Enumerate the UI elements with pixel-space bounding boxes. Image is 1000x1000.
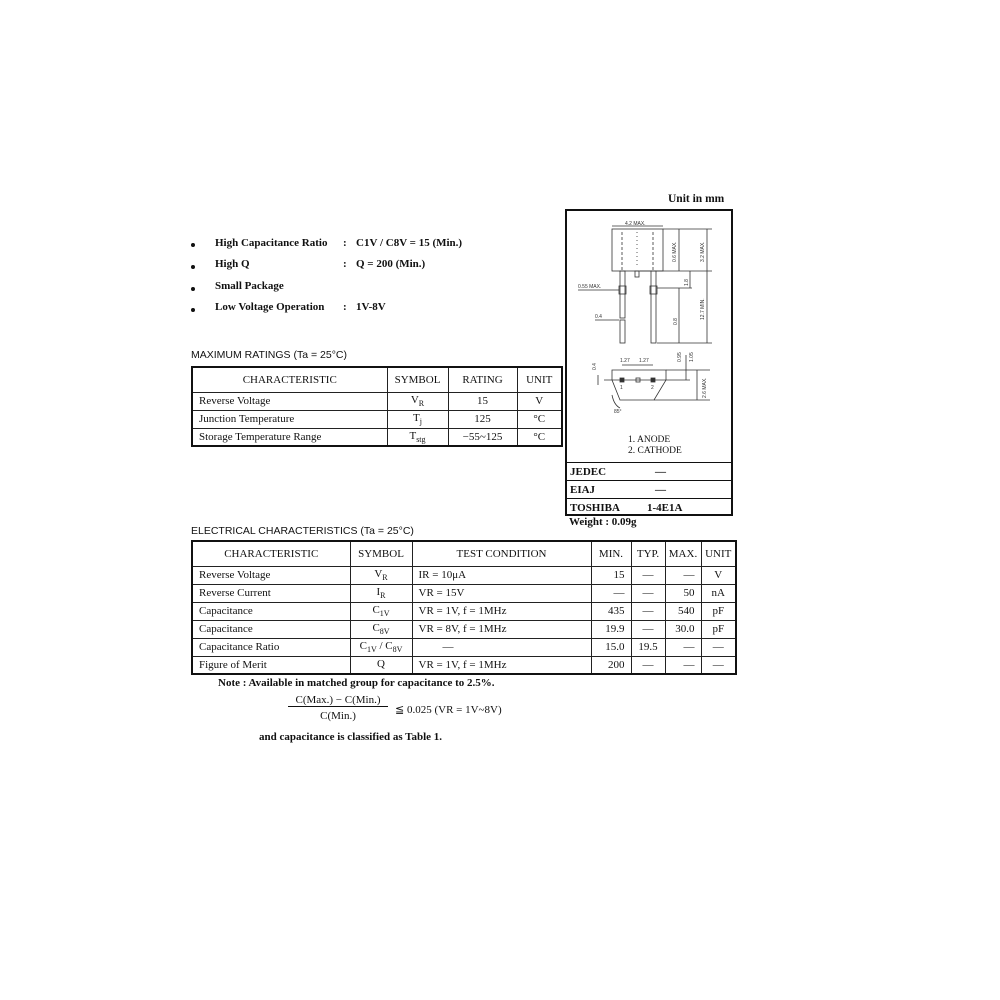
symbol-cell: $T_{stg}$ [387, 428, 448, 446]
cell: Capacitance [192, 620, 350, 638]
feature-colon: : [343, 237, 347, 249]
cell: Capacitance Ratio [192, 638, 350, 656]
dim-label: 0.6 MAX. [672, 241, 678, 262]
header-cell: CHARACTERISTIC [192, 541, 350, 566]
cell: 15 [448, 392, 517, 410]
cell: °C [517, 428, 562, 446]
pin-number: 2 [651, 385, 654, 391]
symbol-cell: Q [350, 656, 412, 674]
table-header-row [192, 367, 562, 392]
max-ratings-table [191, 366, 563, 447]
cell: Reverse Voltage [192, 392, 387, 410]
formula-numerator: C(Max.) − C(Min.) [288, 694, 388, 707]
header-cell: SYMBOL [350, 541, 412, 566]
cell: — [412, 638, 591, 656]
package-row-jedec: JEDEC — [567, 462, 731, 480]
note-line: and capacitance is classified as Table 1. [259, 731, 443, 743]
bullet-icon [191, 308, 195, 312]
cell: — [631, 656, 665, 674]
formula-denominator: C(Min.) [320, 710, 356, 722]
dim-label: 1.8 [684, 279, 690, 286]
feature-colon: : [343, 258, 347, 270]
table-row [192, 602, 736, 620]
elec-title: ELECTRICAL CHARACTERISTICS (Ta = 25°C) [191, 525, 414, 537]
dim-label: 0.55 MAX. [578, 284, 602, 290]
bullet-icon [191, 287, 195, 291]
cell: −55~125 [448, 428, 517, 446]
cell: VR = 1V, f = 1MHz [412, 602, 591, 620]
note-line: Note : Available in matched group for capacitance to 2.5%. [218, 677, 495, 689]
cell: Junction Temperature [192, 410, 387, 428]
cell: — [631, 584, 665, 602]
dim-label: 3.2 MAX. [700, 241, 706, 262]
bullet-icon [191, 243, 195, 247]
cell: V [701, 566, 736, 584]
cell: — [631, 620, 665, 638]
cell: V [517, 392, 562, 410]
symbol-cell: $V_R$ [387, 392, 448, 410]
cell: — [631, 602, 665, 620]
cell: 125 [448, 410, 517, 428]
cell: 15.0 [591, 638, 631, 656]
cell: Storage Temperature Range [192, 428, 387, 446]
package-row-eiaj: EIAJ — [567, 480, 731, 498]
feature-label: High Capacitance Ratio [215, 237, 328, 249]
header-cell: RATING [448, 367, 517, 392]
dim-label: 4.2 MAX. [625, 221, 646, 227]
cell: — [665, 656, 701, 674]
cell: Reverse Voltage [192, 566, 350, 584]
cell: — [591, 584, 631, 602]
feature-value: Q = 200 (Min.) [356, 258, 426, 270]
pin-label-cathode: 2. CATHODE [628, 446, 682, 456]
cell: °C [517, 410, 562, 428]
dim-label: 1.27 [639, 358, 649, 364]
table-row [192, 584, 736, 602]
table-header-row [192, 541, 736, 566]
symbol-cell: $T_j$ [387, 410, 448, 428]
symbol-cell: $C_{1V} / C_{8V}$ [350, 638, 412, 656]
cell: Capacitance [192, 602, 350, 620]
table-row [192, 656, 736, 674]
cell: — [701, 638, 736, 656]
symbol-cell: $C_{1V}$ [350, 602, 412, 620]
cell: nA [701, 584, 736, 602]
bullet-icon [191, 265, 195, 269]
table-row [192, 392, 562, 410]
cell: VR = 1V, f = 1MHz [412, 656, 591, 674]
feature-label: High Q [215, 258, 250, 270]
feature-value: C1V / C8V = 15 (Min.) [356, 237, 463, 249]
package-outline-box [565, 209, 733, 516]
table-row [192, 566, 736, 584]
cell: — [665, 566, 701, 584]
table-row [192, 638, 736, 656]
header-cell: MIN. [591, 541, 631, 566]
package-drawing [567, 211, 731, 464]
dim-label: 1.05 [689, 352, 695, 362]
package-row-toshiba: TOSHIBA 1-4E1A [567, 498, 731, 516]
dim-label: 0.4 [595, 314, 602, 320]
electrical-characteristics-table [191, 540, 737, 675]
cell: Figure of Merit [192, 656, 350, 674]
cell: Reverse Current [192, 584, 350, 602]
header-cell: UNIT [517, 367, 562, 392]
cell: 19.9 [591, 620, 631, 638]
dim-label: 0.8 [673, 318, 679, 325]
table-row [192, 428, 562, 446]
formula-condition: ≦ 0.025 (VR = 1V~8V) [395, 704, 502, 716]
cell: 540 [665, 602, 701, 620]
cell: 435 [591, 602, 631, 620]
cell: 50 [665, 584, 701, 602]
cell: — [701, 656, 736, 674]
pin-number: 1 [620, 385, 623, 391]
symbol-cell: $V_R$ [350, 566, 412, 584]
cell: 15 [591, 566, 631, 584]
header-cell: TYP. [631, 541, 665, 566]
dim-label: 0.4 [592, 363, 598, 370]
cell: 200 [591, 656, 631, 674]
symbol-cell: $C_{8V}$ [350, 620, 412, 638]
pin-label-anode: 1. ANODE [628, 435, 671, 445]
package-weight: Weight : 0.09g [569, 516, 637, 528]
cell: pF [701, 620, 736, 638]
symbol-cell: $I_R$ [350, 584, 412, 602]
cell: 30.0 [665, 620, 701, 638]
max-ratings-title: MAXIMUM RATINGS (Ta = 25°C) [191, 349, 347, 361]
dim-label: 2.6 MAX. [702, 377, 708, 398]
header-cell: UNIT [701, 541, 736, 566]
cell: IR = 10μA [412, 566, 591, 584]
header-cell: SYMBOL [387, 367, 448, 392]
unit-note: Unit in mm [668, 193, 725, 205]
feature-colon: : [343, 301, 347, 313]
dim-label: 1.27 [620, 358, 630, 364]
cell: VR = 15V [412, 584, 591, 602]
feature-label: Small Package [215, 280, 284, 292]
cell: — [665, 638, 701, 656]
feature-label: Low Voltage Operation [215, 301, 325, 313]
cell: — [631, 566, 665, 584]
header-cell: MAX. [665, 541, 701, 566]
angle-label: 85° [614, 409, 622, 415]
table-row [192, 410, 562, 428]
table-row [192, 620, 736, 638]
cell: pF [701, 602, 736, 620]
cell: VR = 8V, f = 1MHz [412, 620, 591, 638]
dim-label: 12.7 MIN. [700, 298, 706, 320]
header-cell: TEST CONDITION [412, 541, 591, 566]
header-cell: CHARACTERISTIC [192, 367, 387, 392]
feature-value: 1V-8V [356, 301, 386, 313]
cell: 19.5 [631, 638, 665, 656]
dim-label: 0.95 [677, 352, 683, 362]
